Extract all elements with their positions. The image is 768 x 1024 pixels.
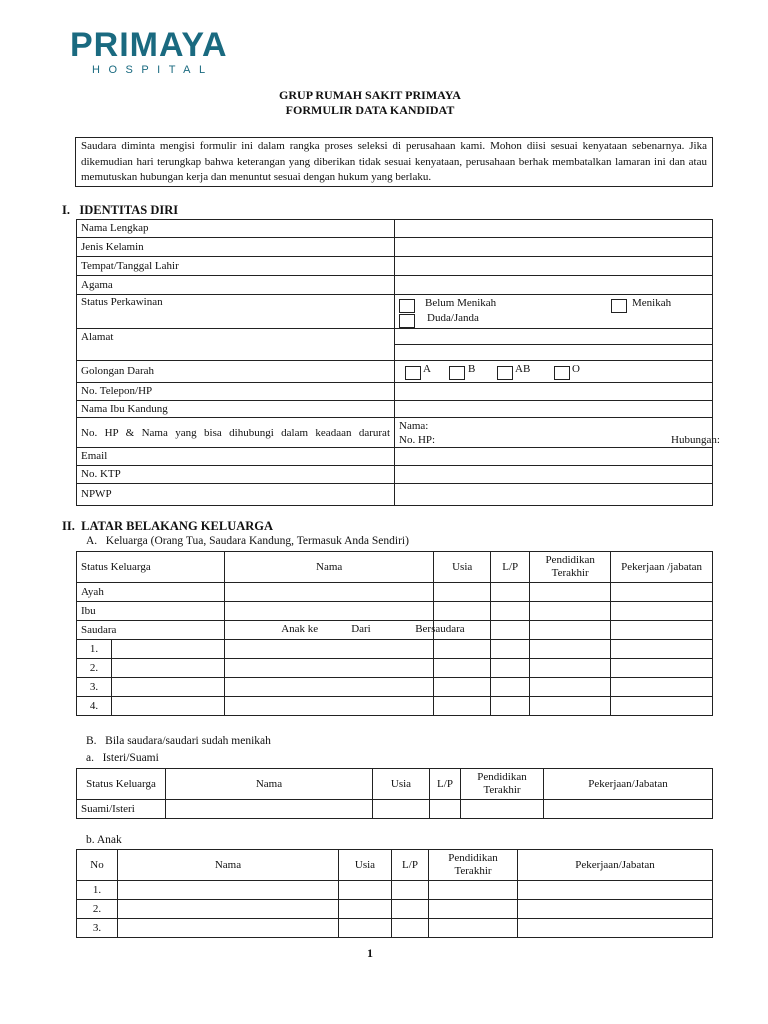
label-tempat-tanggal-lahir: Tempat/Tanggal Lahir — [77, 257, 395, 276]
sibling-status[interactable] — [112, 678, 225, 697]
option-menikah: Menikah — [632, 297, 672, 309]
child-number: 3. — [77, 919, 118, 938]
checkbox-duda-janda[interactable] — [399, 314, 415, 328]
child-pekerjaan[interactable] — [518, 881, 713, 900]
subsection-a-title: A. Keluarga (Orang Tua, Saudara Kandung, Termasuk Anda Sendiri) — [86, 535, 409, 547]
child-number: 1. — [77, 881, 118, 900]
label-email: Email — [77, 448, 395, 466]
children-table — [76, 849, 713, 938]
dari-label: Dari — [351, 623, 371, 635]
saudara-pendidikan[interactable] — [530, 621, 611, 640]
label-golongan-darah: Golongan Darah — [77, 361, 395, 383]
header-status-keluarga: Status Keluarga — [77, 769, 166, 800]
logo-subtitle: HOSPITAL — [92, 64, 214, 76]
section-family-title: II. LATAR BELAKANG KELUARGA — [62, 519, 274, 533]
label-agama: Agama — [77, 276, 395, 295]
sibling-number: 4. — [77, 697, 112, 716]
child-nama[interactable] — [118, 919, 339, 938]
option-blood-o: O — [572, 362, 580, 375]
sibling-status[interactable] — [112, 697, 225, 716]
field-ktp[interactable] — [395, 466, 713, 484]
org-title: GRUP RUMAH SAKIT PRIMAYA — [279, 88, 461, 102]
child-lp[interactable] — [392, 919, 429, 938]
header-lp: L/P — [430, 769, 461, 800]
sibling-status[interactable] — [112, 640, 225, 659]
child-number: 2. — [77, 900, 118, 919]
checkbox-belum-menikah[interactable] — [399, 299, 415, 313]
field-alamat-1[interactable] — [395, 329, 713, 345]
child-lp[interactable] — [392, 881, 429, 900]
child-pendidikan[interactable] — [429, 900, 518, 919]
sibling-pekerjaan[interactable] — [611, 659, 713, 678]
field-jenis-kelamin[interactable] — [395, 238, 713, 257]
label-nama-lengkap: Nama Lengkap — [77, 220, 395, 238]
label-kontak-darurat: No. HP & Nama yang bisa dihubungi dalam keadaan darurat — [77, 418, 395, 448]
sibling-usia[interactable] — [434, 640, 491, 659]
emergency-hubungan-label: Hubungan: — [671, 433, 720, 446]
field-alamat-2[interactable] — [395, 345, 713, 361]
ayah-lp[interactable] — [491, 583, 530, 602]
child-pendidikan[interactable] — [429, 919, 518, 938]
header-pekerjaan: Pekerjaan/Jabatan — [544, 769, 713, 800]
header-pendidikan: Pendidikan Terakhir — [461, 769, 544, 800]
ibu-usia[interactable] — [434, 602, 491, 621]
sibling-pekerjaan[interactable] — [611, 640, 713, 659]
page-number: 1 — [367, 946, 373, 960]
spouse-pendidikan[interactable] — [461, 800, 544, 819]
header-nama: Nama — [166, 769, 373, 800]
intro-notice: Saudara diminta mengisi formulir ini dalam rangka proses seleksi di perusahaan kami. Mohon diisi sesuai kenyataan sebenarnya. Jika dikemudian hari terungkap bahwa keterangan yang diberikan tidak sesuai kenyataan, perusahaan berhak membatalkan lamaran ini dan atau memutuskan hubungan kerja dan menuntut sesuai dengan hukum yang berlaku. — [75, 137, 713, 187]
checkbox-blood-o[interactable] — [554, 366, 570, 380]
field-nama-lengkap[interactable] — [395, 220, 713, 238]
logo-wordmark: PRIMAYA — [70, 26, 228, 64]
ibu-pekerjaan[interactable] — [611, 602, 713, 621]
form-title: FORMULIR DATA KANDIDAT — [285, 103, 455, 117]
sibling-pekerjaan[interactable] — [611, 697, 713, 716]
header-no: No — [77, 850, 118, 881]
header-pekerjaan: Pekerjaan/Jabatan — [518, 850, 713, 881]
label-nama-ibu: Nama Ibu Kandung — [77, 401, 395, 418]
emergency-nama-label: Nama: — [399, 419, 429, 432]
saudara-pekerjaan[interactable] — [611, 621, 713, 640]
checkbox-blood-a[interactable] — [405, 366, 421, 380]
child-usia[interactable] — [339, 881, 392, 900]
row-saudara-label: Saudara — [77, 621, 225, 640]
sibling-pendidikan[interactable] — [530, 697, 611, 716]
section-identity-title: I. IDENTITAS DIRI — [62, 203, 179, 217]
family-table — [76, 551, 713, 716]
sibling-lp[interactable] — [491, 640, 530, 659]
header-status-keluarga: Status Keluarga — [77, 552, 225, 583]
spouse-pekerjaan[interactable] — [544, 800, 713, 819]
header-usia: Usia — [373, 769, 430, 800]
subsection-children-title: b. Anak — [86, 834, 122, 846]
ayah-pekerjaan[interactable] — [611, 583, 713, 602]
sibling-number: 3. — [77, 678, 112, 697]
sibling-nama[interactable] — [225, 640, 434, 659]
sibling-status[interactable] — [112, 659, 225, 678]
label-jenis-kelamin: Jenis Kelamin — [77, 238, 395, 257]
checkbox-menikah[interactable] — [611, 299, 627, 313]
field-npwp[interactable] — [395, 484, 713, 506]
option-belum-menikah: Belum Menikah — [425, 297, 497, 309]
option-blood-ab: AB — [515, 362, 531, 375]
bersaudara-label: Bersaudara — [415, 623, 465, 635]
header-nama: Nama — [225, 552, 434, 583]
sibling-pendidikan[interactable] — [530, 640, 611, 659]
ibu-pendidikan[interactable] — [530, 602, 611, 621]
header-lp: L/P — [392, 850, 429, 881]
sibling-pendidikan[interactable] — [530, 659, 611, 678]
child-pekerjaan[interactable] — [518, 900, 713, 919]
field-telepon[interactable] — [395, 383, 713, 401]
field-nama-ibu[interactable] — [395, 401, 713, 418]
header-pendidikan: Pendidikan Terakhir — [530, 552, 611, 583]
sibling-number: 2. — [77, 659, 112, 678]
child-nama[interactable] — [118, 881, 339, 900]
sibling-nama[interactable] — [225, 678, 434, 697]
row-ibu-label: Ibu — [77, 602, 225, 621]
sibling-nama[interactable] — [225, 659, 434, 678]
label-status-perkawinan: Status Perkawinan — [77, 295, 395, 329]
child-pekerjaan[interactable] — [518, 919, 713, 938]
field-email[interactable] — [395, 448, 713, 466]
sibling-lp[interactable] — [491, 659, 530, 678]
checkbox-blood-b[interactable] — [449, 366, 465, 380]
header-nama: Nama — [118, 850, 339, 881]
sibling-usia[interactable] — [434, 678, 491, 697]
header-pendidikan: Pendidikan Terakhir — [429, 850, 518, 881]
saudara-lp[interactable] — [491, 621, 530, 640]
emergency-hp-label: No. HP: — [399, 433, 436, 446]
spouse-usia[interactable] — [373, 800, 430, 819]
header-usia: Usia — [434, 552, 491, 583]
subsection-spouse-title: a. Isteri/Suami — [86, 752, 159, 764]
row-spouse-label: Suami/Isteri — [77, 800, 166, 819]
field-kontak-darurat — [395, 418, 720, 448]
sibling-nama[interactable] — [225, 697, 434, 716]
option-duda-janda: Duda/Janda — [427, 312, 479, 324]
ibu-lp[interactable] — [491, 602, 530, 621]
identity-table — [76, 219, 720, 506]
sibling-number: 1. — [77, 640, 112, 659]
header-lp: L/P — [491, 552, 530, 583]
row-ayah-label: Ayah — [77, 583, 225, 602]
option-blood-b: B — [468, 362, 476, 375]
child-pendidikan[interactable] — [429, 881, 518, 900]
subsection-b-title: B. Bila saudara/saudari sudah menikah — [86, 735, 271, 747]
spouse-nama[interactable] — [166, 800, 373, 819]
anak-ke-label: Anak ke — [281, 623, 319, 635]
child-nama[interactable] — [118, 900, 339, 919]
sibling-pendidikan[interactable] — [530, 678, 611, 697]
sibling-lp[interactable] — [491, 697, 530, 716]
ayah-nama[interactable] — [225, 583, 434, 602]
checkbox-blood-ab[interactable] — [497, 366, 513, 380]
spouse-table — [76, 768, 713, 819]
option-blood-a: A — [423, 362, 431, 375]
field-status-perkawinan — [395, 295, 713, 329]
child-usia[interactable] — [339, 900, 392, 919]
saudara-info — [225, 621, 465, 640]
label-alamat: Alamat — [77, 329, 395, 361]
sibling-usia[interactable] — [434, 697, 491, 716]
field-tempat-tanggal-lahir[interactable] — [395, 257, 713, 276]
sibling-lp[interactable] — [491, 678, 530, 697]
ayah-usia[interactable] — [434, 583, 491, 602]
ayah-pendidikan[interactable] — [530, 583, 611, 602]
spouse-lp[interactable] — [430, 800, 461, 819]
label-npwp: NPWP — [77, 484, 395, 506]
header-pekerjaan: Pekerjaan /jabatan — [611, 552, 713, 583]
sibling-pekerjaan[interactable] — [611, 678, 713, 697]
child-usia[interactable] — [339, 919, 392, 938]
child-lp[interactable] — [392, 900, 429, 919]
sibling-usia[interactable] — [434, 659, 491, 678]
header-usia: Usia — [339, 850, 392, 881]
label-telepon: No. Telepon/HP — [77, 383, 395, 401]
label-ktp: No. KTP — [77, 466, 395, 484]
field-agama[interactable] — [395, 276, 713, 295]
ibu-nama[interactable] — [225, 602, 434, 621]
field-golongan-darah — [395, 361, 713, 383]
